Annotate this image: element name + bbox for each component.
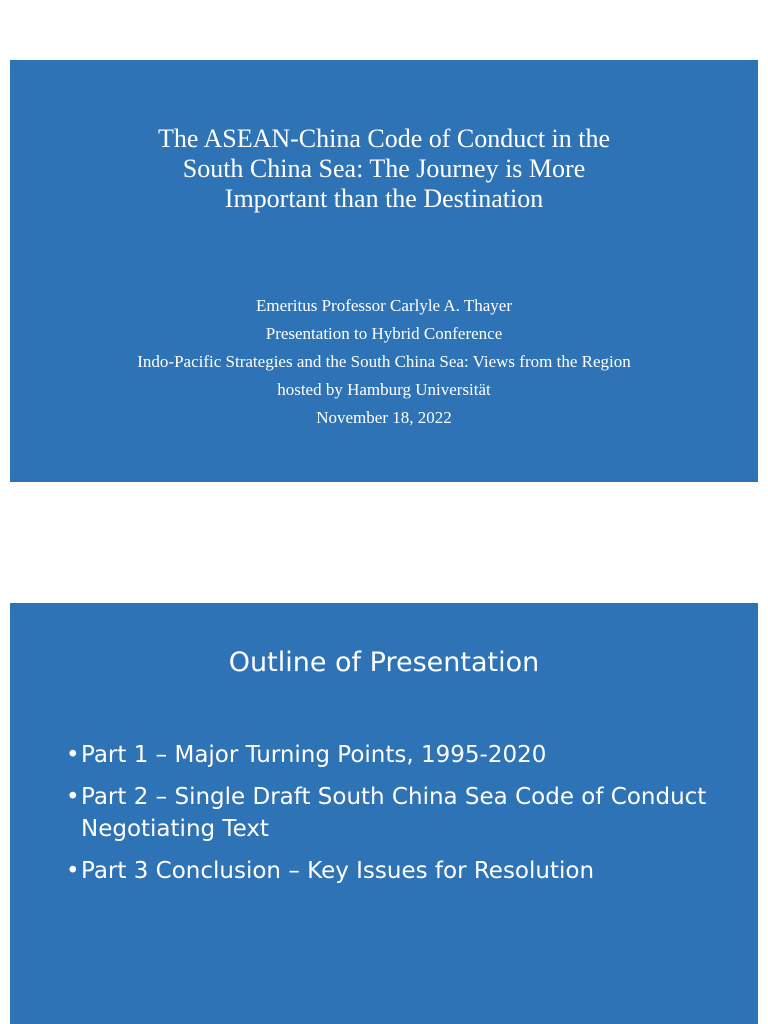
bullet-text: Part 1 – Major Turning Points, 1995-2020 xyxy=(81,742,547,768)
date-line: November 18, 2022 xyxy=(316,408,452,427)
host-line: hosted by Hamburg Universität xyxy=(277,380,491,399)
presentation-title xyxy=(10,124,758,214)
bullet-item xyxy=(66,781,746,845)
bullet-icon: • xyxy=(66,742,80,768)
bullet-icon: • xyxy=(66,784,80,810)
conference-name-line: Indo-Pacific Strategies and the South China Sea: Views from the Region xyxy=(137,352,631,371)
author-line: Emeritus Professor Carlyle A. Thayer xyxy=(255,296,513,315)
bullet-text: Part 2 – Single Draft South China Sea Code of Conduct Negotiating Text xyxy=(81,784,707,842)
title-line: South China Sea: The Journey is More xyxy=(182,154,586,183)
outline-slide xyxy=(10,603,758,1024)
bullet-item xyxy=(66,855,746,887)
title-line: The ASEAN-China Code of Conduct in the xyxy=(157,124,611,153)
bullet-text: Part 3 Conclusion – Key Issues for Resolution xyxy=(81,858,595,884)
title-slide xyxy=(10,60,758,482)
presentation-subtitle xyxy=(10,292,758,432)
outline-title: Outline of Presentation xyxy=(228,647,540,678)
bullet-item xyxy=(66,739,746,771)
bullet-icon: • xyxy=(66,858,80,884)
title-line: Important than the Destination xyxy=(224,184,544,213)
outline-bullet-list xyxy=(66,739,746,897)
event-type-line: Presentation to Hybrid Conference xyxy=(265,324,503,343)
